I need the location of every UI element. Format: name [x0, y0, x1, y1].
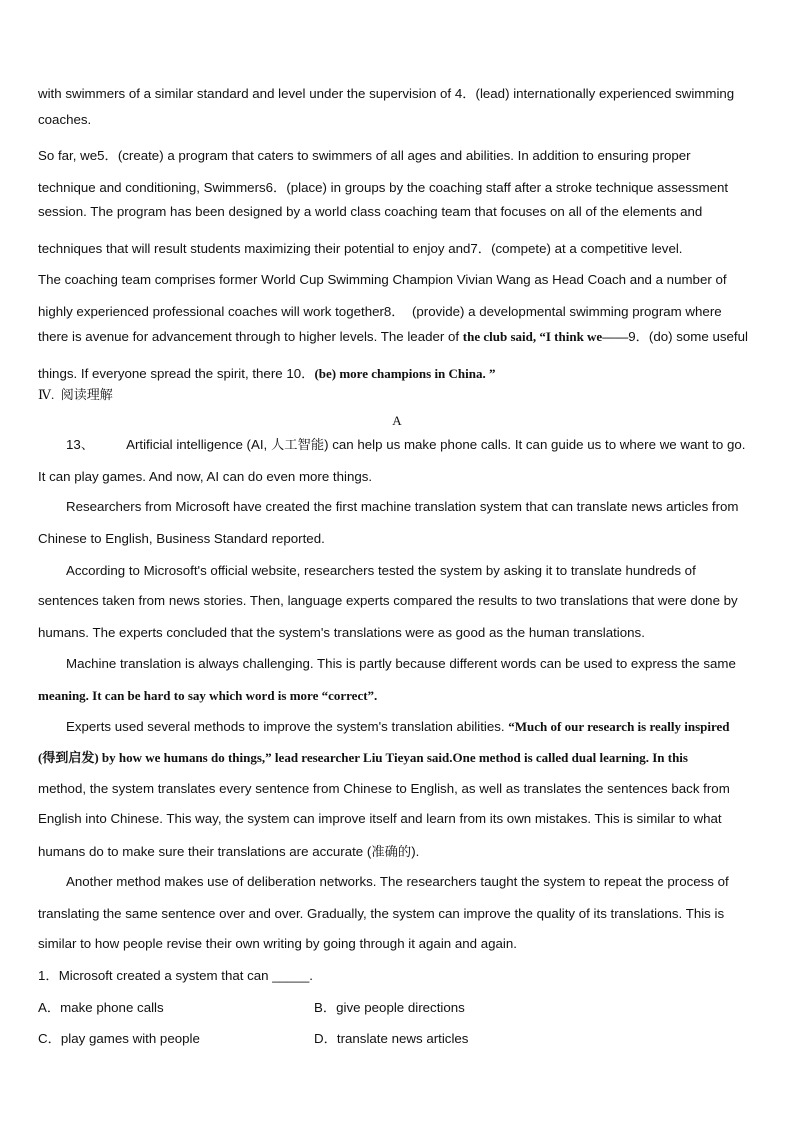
reading-para-3-line-3: humans. The experts concluded that the system's translations were as good as the human translations.: [38, 625, 645, 640]
cloze-line-4: technique and conditioning, Swimmers6．(place) in groups by the coaching staff after a stroke technique assessment: [38, 180, 729, 195]
cloze-line-9-part-c: 9．(do) some useful: [628, 329, 748, 344]
cloze-line-6: techniques that will result students maximizing their potential to enjoy and7．(compete) at a competitive level.: [38, 241, 683, 256]
reading-para-6-line-2: translating the same sentence over and over. Gradually, the system can improve the quality of its translations. This is: [38, 906, 725, 921]
reading-para-1-line-2: It can play games. And now, AI can do even more things.: [38, 469, 373, 484]
reading-para-3-line-1: According to Microsoft's official website, researchers tested the system by asking it to translate hundreds of: [66, 563, 696, 578]
reading-para-5-line-1: [66, 720, 730, 733]
cloze-line-9-part-b: the club said, “I think we——: [462, 329, 629, 344]
reading-para-5-line-1-part-b: “Much of our research is really inspired: [508, 719, 730, 734]
option-d[interactable]: D．translate news articles: [314, 1031, 469, 1046]
cloze-line-8: highly experienced professional coaches will work together8． (provide) a developmental swimming program where: [38, 304, 722, 319]
reading-para-3-line-2: sentences taken from news stories. Then, language experts compared the results to two translations that were done by: [38, 593, 738, 608]
option-c[interactable]: C．play games with people: [38, 1031, 200, 1046]
reading-para-5-line-4: English into Chinese. This way, the system can improve itself and learn from its own mistakes. This is similar to what: [38, 811, 722, 826]
cloze-line-10-part-a: things. If everyone spread the spirit, there 10．: [38, 366, 315, 381]
reading-para-5-line-1-part-a: Experts used several methods to improve the system's translation abilities.: [66, 719, 509, 734]
reading-para-5-line-3: method, the system translates every sentence from Chinese to English, as well as translates the sentences back from: [38, 781, 730, 796]
reading-para-6-line-3: similar to how people revise their own writing by going through it again and again.: [38, 936, 517, 951]
cloze-line-5: session. The program has been designed by a world class coaching team that focuses on all of the elements and: [38, 204, 703, 219]
section-heading: Ⅳ. 阅读理解: [38, 387, 113, 402]
reading-para-5-line-5: humans do to make sure their translations are accurate (准确的).: [38, 844, 420, 859]
question-number: 13、: [66, 437, 95, 452]
reading-para-5-line-2: (得到启发) by how we humans do things,” lead researcher Liu Tieyan said.One method is called dual learning. In this: [38, 750, 688, 765]
cloze-line-9: [38, 330, 748, 343]
cloze-line-7: The coaching team comprises former World Cup Swimming Champion Vivian Wang as Head Coach and a number of: [38, 272, 727, 287]
cloze-line-10: [38, 367, 496, 380]
cloze-line-1: with swimmers of a similar standard and level under the supervision of 4．(lead) internationally experienced swimming: [38, 86, 735, 101]
option-a[interactable]: A．make phone calls: [38, 1000, 164, 1015]
cloze-line-10-part-b: (be) more champions in China. ”: [314, 366, 496, 381]
option-b[interactable]: B．give people directions: [314, 1000, 465, 1015]
reading-para-4-line-1: Machine translation is always challenging. This is partly because different words can be used to express the same: [66, 656, 736, 671]
reading-para-2-line-2: Chinese to English, Business Standard reported.: [38, 531, 325, 546]
cloze-line-2: coaches.: [38, 112, 92, 127]
reading-para-2-line-1: Researchers from Microsoft have created the first machine translation system that can translate news articles from: [66, 499, 739, 514]
passage-label: A: [392, 413, 402, 428]
reading-para-4-line-2: meaning. It can be hard to say which word is more “correct”.: [38, 688, 378, 703]
reading-para-1-line-1: [66, 438, 745, 451]
question-1-stem: 1．Microsoft created a system that can _____.: [38, 968, 313, 983]
reading-para-6-line-1: Another method makes use of deliberation networks. The researchers taught the system to repeat the process of: [66, 874, 729, 889]
reading-para-1-text: Artificial intelligence (AI, 人工智能) can help us make phone calls. It can guide us to where we want to go.: [126, 437, 746, 452]
cloze-line-9-part-a: there is avenue for advancement through to higher levels. The leader of: [38, 329, 463, 344]
cloze-line-3: So far, we5．(create) a program that caters to swimmers of all ages and abilities. In addition to ensuring proper: [38, 148, 691, 163]
